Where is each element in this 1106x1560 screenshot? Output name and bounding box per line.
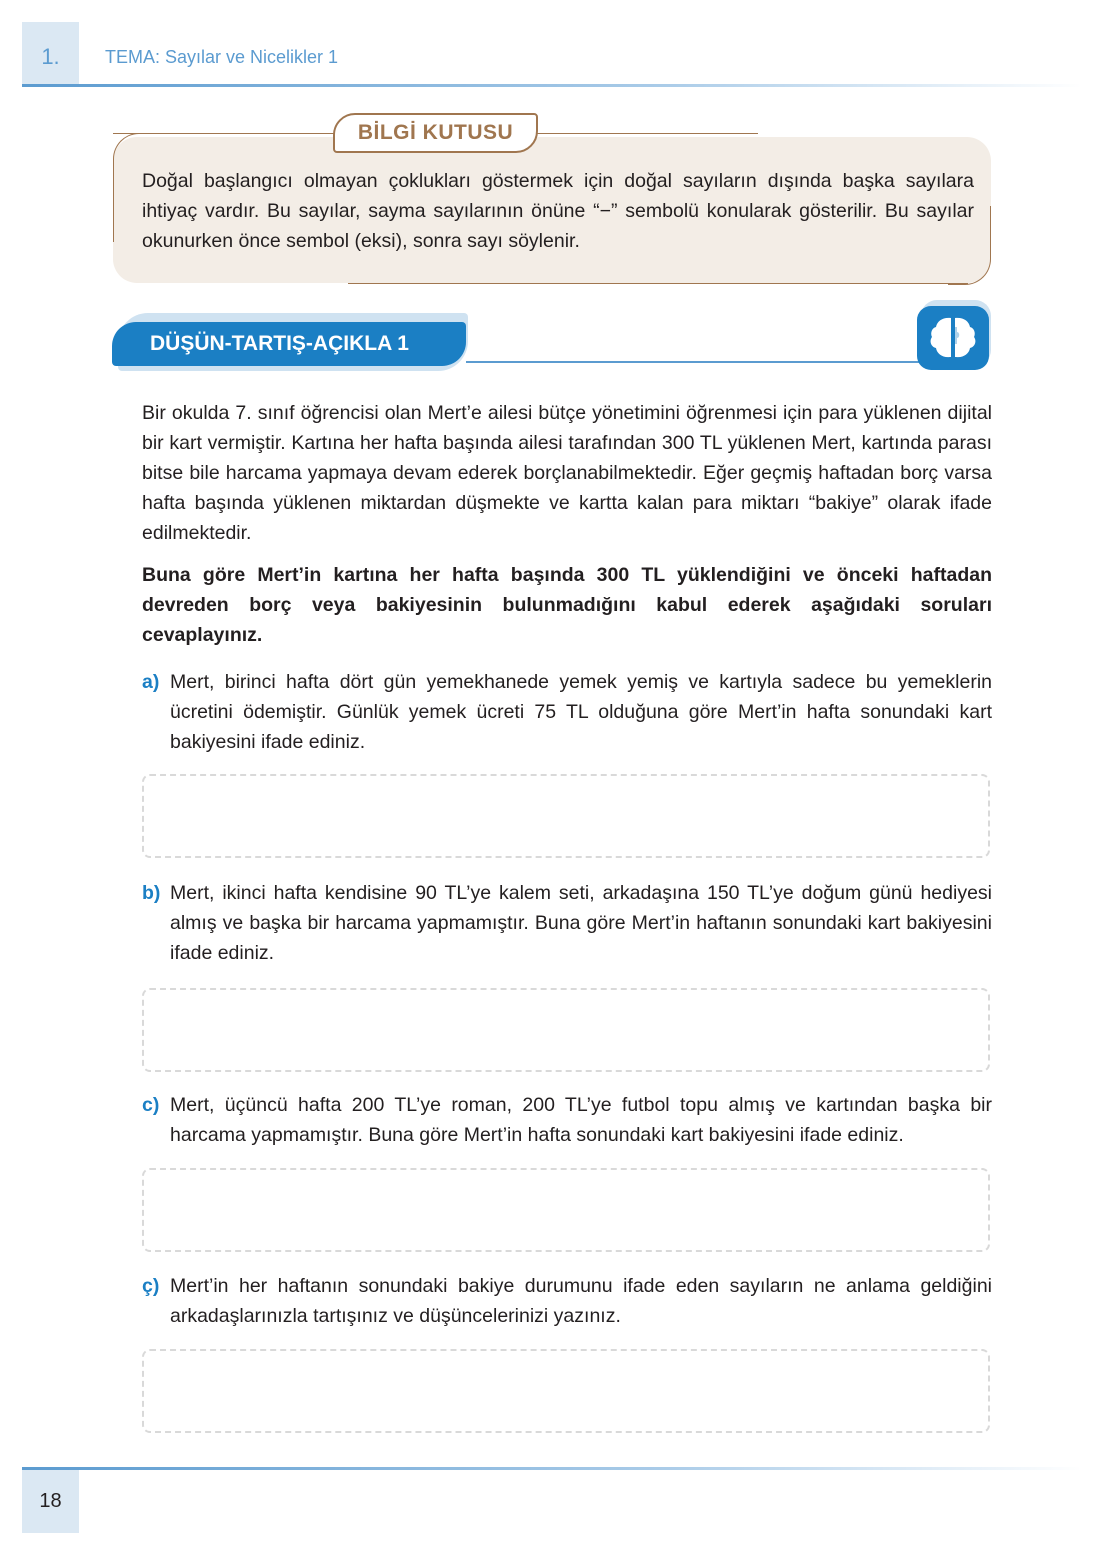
section-divider [466,361,921,363]
chapter-number: 1. [41,44,60,69]
page-number-box [22,1470,79,1533]
question-a-text: Mert, birinci hafta dört gün yemekhanede yemek yemiş ve kartıyla sadece bu yemeklerin ücretini ödemiştir. Günlük yemek ücreti 75 TL olduğuna göre Mert’in hafta sonundaki kart bakiyesini ifade ediniz. [170,671,992,753]
answer-box-a[interactable] [142,774,990,858]
theme-title: TEMA: Sayılar ve Nicelikler 1 [105,47,339,67]
intro-paragraph: Bir okulda 7. sınıf öğrencisi olan Mert’e ailesi bütçe yönetimini öğrenmesi için para yüklenen dijital bir kart vermiştir. Kartına her hafta başında ailesi tarafından 300 TL yüklenen Mert, kartında parası bitse bile harcama yapmaya devam ederek borçlanabilmektedir. Eğer geçmiş haftadan borç varsa hafta başında yüklenen miktardan düşmekte ve kartta kalan para miktarı “bakiye” olarak ifade edilmektedir. [142,402,992,544]
footer-divider [22,1467,1082,1470]
info-box-label: BİLGİ KUTUSU [333,113,538,153]
question-a-label: a) [142,671,160,693]
answer-box-cc[interactable] [142,1349,990,1433]
info-frame-bottom [348,283,968,285]
section-banner [112,322,466,366]
brain-icon [927,313,979,363]
question-c-label: c) [142,1094,160,1116]
header-divider [22,84,1082,87]
answer-box-c[interactable] [142,1168,990,1252]
question-b-label: b) [142,882,161,904]
chapter-number-box [22,22,79,84]
info-box-text: Doğal başlangıcı olmayan çoklukları göstermek için doğal sayıların dışında başka sayılara ihtiyaç vardır. Bu sayılar, sayma sayılarının önüne “−” sembolü konularak gösterilir. Bu sayılar okunurken önce sembol (eksi), sonra sayı söylenir. [142,170,974,252]
question-c-text: Mert, üçüncü hafta 200 TL’ye roman, 200 TL’ye futbol topu almış ve kartından başka bir harcama yapmamıştır. Buna göre Mert’in hafta sonundaki kart bakiyesini ifade ediniz. [170,1094,992,1146]
instruction-paragraph: Buna göre Mert’in kartına her hafta başında 300 TL yüklendiğini ve önceki haftadan devreden borç veya bakiyesinin bulunmadığını kabul ederek aşağıdaki soruları cevaplayınız. [142,564,992,646]
answer-box-b[interactable] [142,988,990,1072]
question-b-text: Mert, ikinci hafta kendisine 90 TL’ye kalem seti, arkadaşına 150 TL’ye doğum günü hediyesi almış ve başka bir harcama yapmamıştır. Buna göre Mert’in haftanın sonundaki kart bakiyesini ifade ediniz. [170,882,992,964]
section-title: DÜŞÜN-TARTIŞ-AÇIKLA 1 [150,332,409,355]
question-cc-label: ç) [142,1275,160,1297]
info-frame-left [113,133,144,242]
page-number: 18 [39,1490,62,1512]
question-cc-text: Mert’in her haftanın sonundaki bakiye durumunu ifade eden sayıların ne anlama geldiğini arkadaşlarınızla tartışınız ve düşüncelerinizi yazınız. [170,1275,992,1327]
brain-icon-box [917,306,989,370]
